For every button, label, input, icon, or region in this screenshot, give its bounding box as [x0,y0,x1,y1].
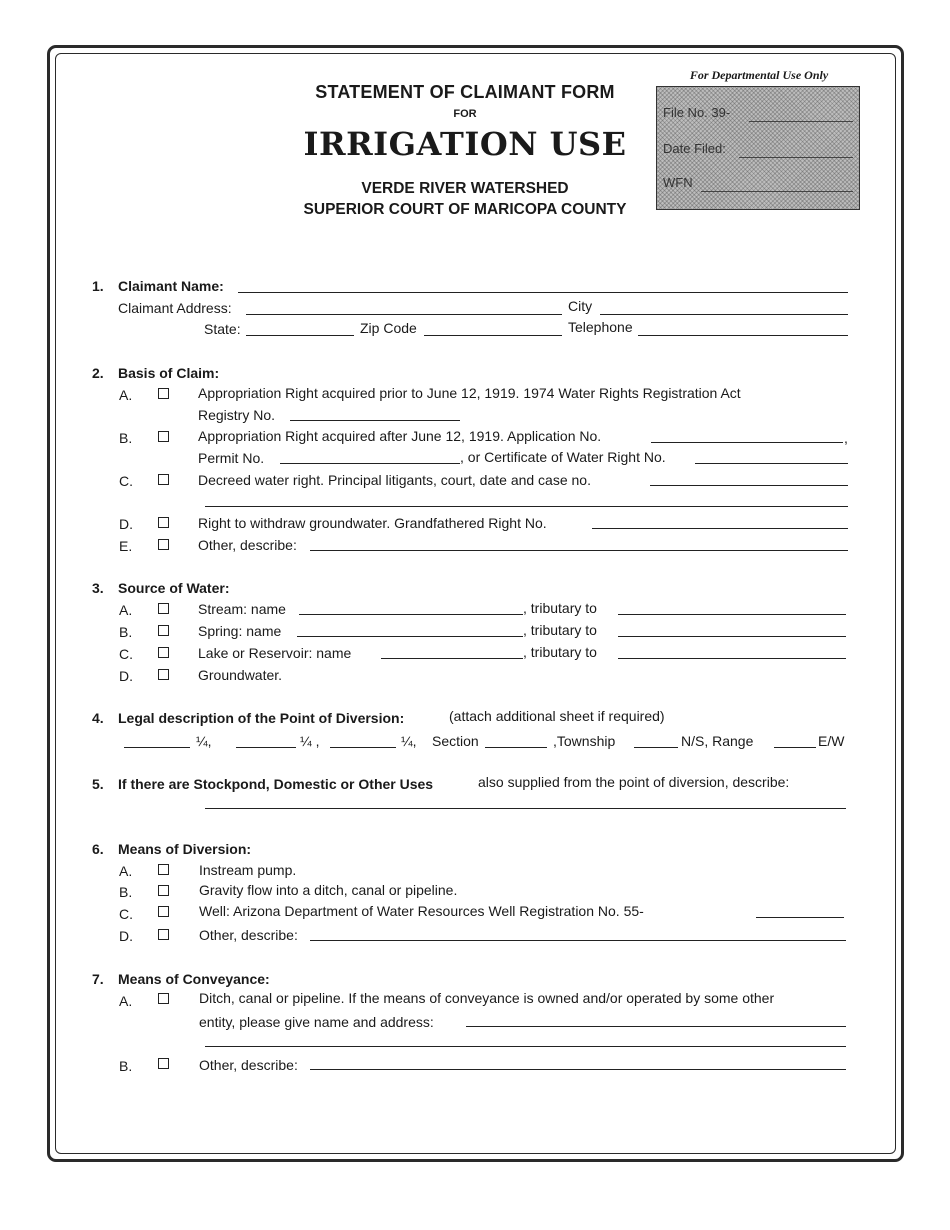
s2-d-field[interactable] [592,528,848,529]
dept-file-no-label: File No. 39- [663,105,731,120]
s2-c-field[interactable] [650,485,848,486]
s3-c-text: Lake or Reservoir: name [198,645,352,661]
s3-c-checkbox[interactable] [158,647,169,658]
s5-title: If there are Stockpond, Domestic or Other Uses [118,776,434,792]
s5-field[interactable] [205,808,846,809]
s7-a-text2: entity, please give name and address: [199,1014,434,1030]
s6-b-letter: B. [119,884,133,900]
form-title-for: FOR [453,108,477,120]
s6-a-letter: A. [119,863,133,879]
s2-a-registry-field[interactable] [290,420,460,421]
s2-e-text: Other, describe: [198,537,297,553]
s6-b-checkbox[interactable] [158,885,169,896]
s3-d-text: Groundwater. [198,667,283,683]
zip-code-field[interactable] [424,335,562,336]
s2-b-cert-field[interactable] [695,463,848,464]
claimant-name-label: Claimant Name: [118,278,224,294]
s2-c-letter: C. [119,473,133,489]
s7-b-checkbox[interactable] [158,1058,169,1069]
s6-d-letter: D. [119,928,133,944]
zip-code-label: Zip Code [360,320,417,336]
s4-ew-label: E/W [818,733,845,749]
s4-quarter2-label: ¼ , [300,733,320,749]
court-name: SUPERIOR COURT OF MARICOPA COUNTY [303,201,627,218]
s3-b-checkbox[interactable] [158,625,169,636]
s3-a-tributary-label: , tributary to [523,600,597,616]
s7-b-letter: B. [119,1058,133,1074]
s2-b-cert-label: , or Certificate of Water Right No. [460,449,666,465]
s3-a-tributary-field[interactable] [618,614,846,615]
s2-a-letter: A. [119,387,133,403]
s2-a-checkbox[interactable] [158,388,169,399]
s7-a-text: Ditch, canal or pipeline. If the means of conveyance is owned and/or operated by some other [199,990,775,1006]
dept-date-filed-label: Date Filed: [663,141,726,156]
s3-a-name-field[interactable] [299,614,523,615]
s6-c-letter: C. [119,906,133,922]
s2-b-checkbox[interactable] [158,431,169,442]
s6-d-text: Other, describe: [199,927,298,943]
s3-a-letter: A. [119,602,133,618]
s2-d-letter: D. [119,516,133,532]
s7-title: Means of Conveyance: [118,971,270,987]
s4-section-label: Section [432,733,479,749]
s3-b-tributary-label: , tributary to [523,622,597,638]
dept-use-label: For Departmental Use Only [689,68,829,82]
s4-section-field[interactable] [485,747,547,748]
s4-township-label: ,Township [553,733,616,749]
s2-d-text: Right to withdraw groundwater. Grandfathered Right No. [198,515,547,531]
s3-d-letter: D. [119,668,133,684]
s3-c-letter: C. [119,646,133,662]
s3-b-text: Spring: name [198,623,282,639]
s4-ns-range-label: N/S, Range [681,733,754,749]
claimant-address-label: Claimant Address: [118,300,232,316]
s2-number: 2. [92,365,104,381]
s7-number: 7. [92,971,104,987]
s3-b-tributary-field[interactable] [618,636,846,637]
state-field[interactable] [246,335,354,336]
form-title: STATEMENT OF CLAIMANT FORM [315,82,615,102]
watershed-name: VERDE RIVER WATERSHED [361,180,569,197]
city-field[interactable] [600,314,848,315]
s2-b-permit-label: Permit No. [198,450,265,466]
s7-a-name-address-field[interactable] [466,1026,846,1027]
dept-use-box [656,86,860,210]
dept-wfn-label: WFN [663,175,693,190]
claimant-address-field[interactable] [246,314,562,315]
s1-number: 1. [92,278,104,294]
s6-c-checkbox[interactable] [158,906,169,917]
s4-quarter1-label: ¼, [196,733,212,749]
s4-title: Legal description of the Point of Diversion: [118,710,405,726]
s6-b-text: Gravity flow into a ditch, canal or pipeline. [199,882,458,898]
s6-a-text: Instream pump. [199,862,297,878]
s2-b-application-field[interactable] [651,442,843,443]
state-label: State: [204,321,241,337]
s3-a-checkbox[interactable] [158,603,169,614]
s6-number: 6. [92,841,104,857]
dept-date-filed-line[interactable] [739,157,853,158]
s2-title: Basis of Claim: [118,365,220,381]
s7-a-field-line2[interactable] [205,1046,846,1047]
s7-b-text: Other, describe: [199,1057,298,1073]
s2-c-field-line2[interactable] [205,506,848,507]
telephone-field[interactable] [638,335,848,336]
s3-c-name-field[interactable] [381,658,523,659]
s2-e-checkbox[interactable] [158,539,169,550]
s2-a-registry-label: Registry No. [198,407,276,423]
s3-b-letter: B. [119,624,133,640]
s4-range-field[interactable] [774,747,816,748]
s7-b-field[interactable] [310,1069,846,1070]
s4-quarter3-label: ¼, [401,733,417,749]
s2-b-letter: B. [119,430,133,446]
s3-a-text: Stream: name [198,601,286,617]
s3-c-tributary-field[interactable] [618,658,846,659]
s4-township-field[interactable] [634,747,678,748]
s6-c-text: Well: Arizona Department of Water Resources Well Registration No. 55- [199,903,644,919]
s2-e-letter: E. [119,538,133,554]
s5-text: also supplied from the point of diversion, describe: [478,774,790,790]
s6-c-well-field[interactable] [756,917,844,918]
s7-a-letter: A. [119,993,133,1009]
s3-c-tributary-label: , tributary to [523,644,597,660]
s2-a-text: Appropriation Right acquired prior to June 12, 1919. 1974 Water Rights Registration Act [198,385,741,401]
s2-b-permit-field[interactable] [280,463,460,464]
dept-file-no-line[interactable] [749,121,853,122]
s2-b-text: Appropriation Right acquired after June 12, 1919. Application No. [198,428,602,444]
s6-a-checkbox[interactable] [158,864,169,875]
s6-title: Means of Diversion: [118,841,252,857]
s5-number: 5. [92,776,104,792]
s6-d-checkbox[interactable] [158,929,169,940]
s2-c-checkbox[interactable] [158,474,169,485]
s2-d-checkbox[interactable] [158,517,169,528]
telephone-label: Telephone [568,319,633,335]
s7-a-checkbox[interactable] [158,993,169,1004]
s4-note: (attach additional sheet if required) [449,708,665,724]
s4-quarter3-field[interactable] [330,747,396,748]
s4-number: 4. [92,710,104,726]
dept-wfn-line[interactable] [701,191,853,192]
form-use-type: IRRIGATION USE [303,125,627,163]
claimant-name-field[interactable] [238,292,848,293]
s3-number: 3. [92,580,104,596]
s3-title: Source of Water: [118,580,230,596]
s4-quarter2-field[interactable] [236,747,296,748]
s2-b-comma: , [844,430,848,446]
s6-d-field[interactable] [310,940,846,941]
s3-d-checkbox[interactable] [158,669,169,680]
s3-b-name-field[interactable] [297,636,523,637]
city-label: City [568,298,593,314]
s4-quarter1-field[interactable] [124,747,190,748]
s2-c-text: Decreed water right. Principal litigants, court, date and case no. [198,472,591,488]
s2-e-field[interactable] [310,550,848,551]
